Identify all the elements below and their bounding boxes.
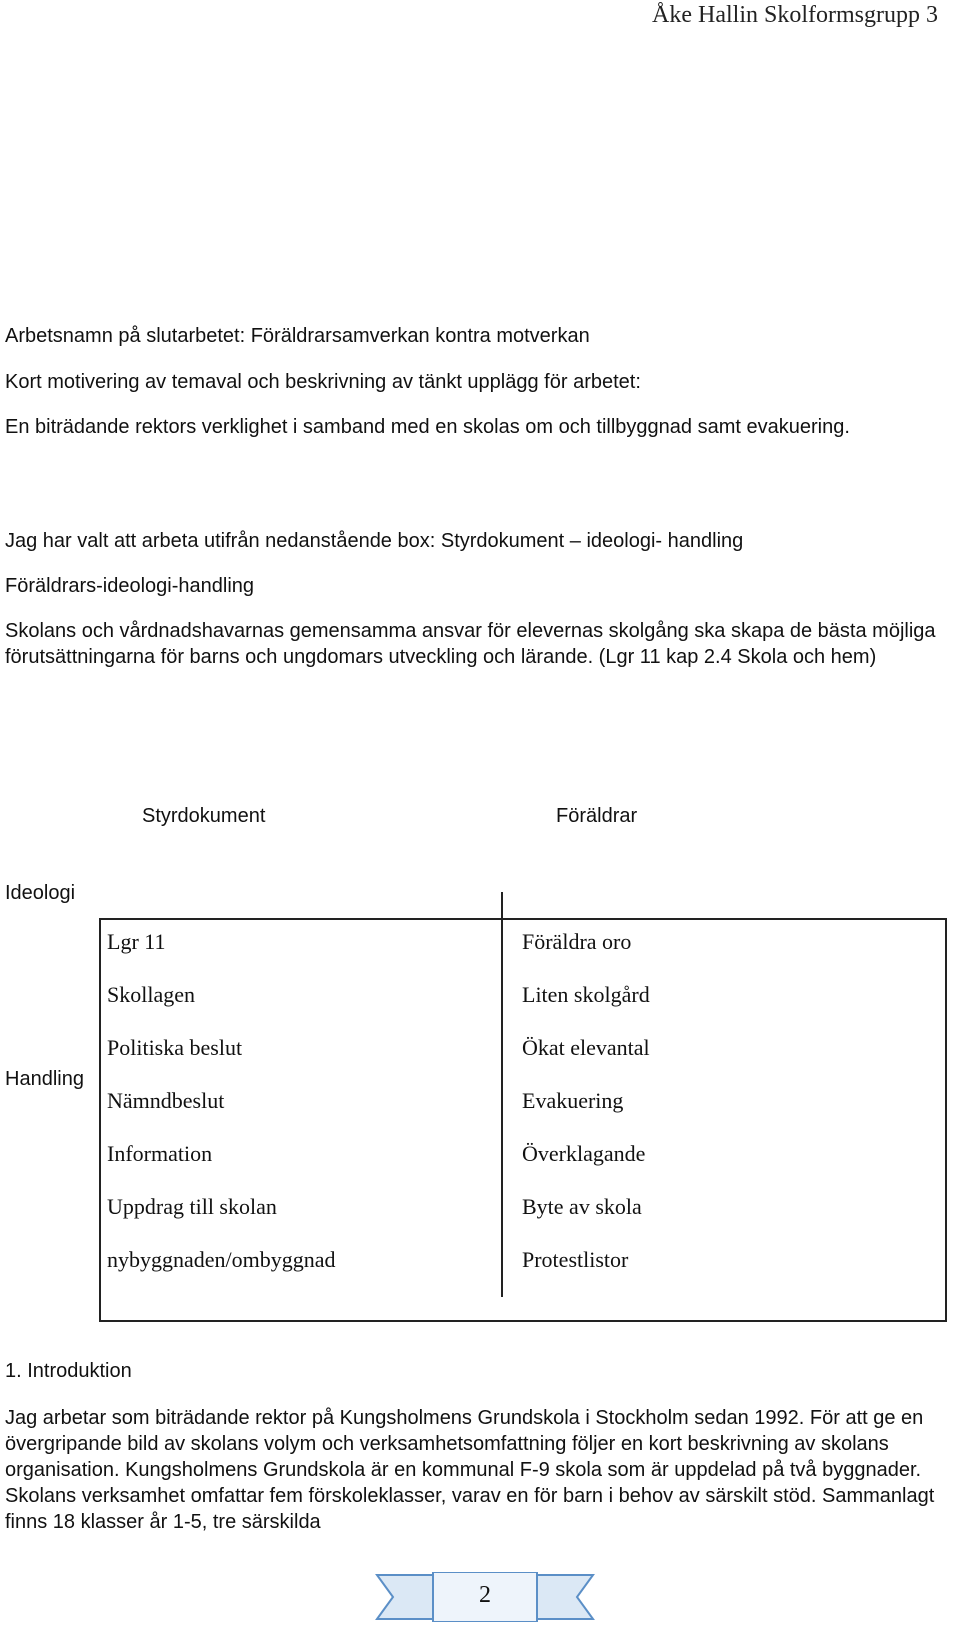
motivation-text: En biträdande rektors verklighet i samband med en skolas om och tillbyggnad samt evakuering. <box>5 416 850 438</box>
list-item: Lgr 11 <box>107 929 166 954</box>
page-number: 2 <box>479 1582 491 1608</box>
list-item: Byte av skola <box>522 1194 642 1219</box>
list-item: nybyggnaden/ombyggnad <box>107 1247 336 1272</box>
section-heading: 1. Introduktion <box>5 1360 132 1382</box>
motivation-label: Kort motivering av temaval och beskrivning av tänkt upplägg för arbetet: <box>5 371 641 393</box>
list-item: Information <box>107 1141 213 1166</box>
list-item: Evakuering <box>522 1088 624 1113</box>
col-header-foraldrar: Föräldrar <box>556 805 638 827</box>
section-body: Jag arbetar som biträdande rektor på Kungsholmens Grundskola i Stockholm sedan 1992. För att ge en övergripande bild av skolans volym och verksamhetsomfattning följer en kort beskrivning av skolans organisation. Kungsholmens Grundskola är en kommunal F-9 skola som är uppdelad på två byggnader. Skolans verksamhet omfattar fem förskoleklasser, varav en för barn i behov av särskilt stöd. Sammanlagt finns 18 klasser år 1-5, tre särskilda <box>5 1407 935 1533</box>
list-item: Nämndbeslut <box>107 1088 225 1113</box>
row-label-handling: Handling <box>5 1068 84 1090</box>
list-item: Uppdrag till skolan <box>107 1194 277 1219</box>
list-item: Överklagande <box>522 1141 646 1166</box>
col-header-styrdokument: Styrdokument <box>142 805 266 827</box>
list-item: Ökat elevantal <box>522 1035 650 1060</box>
row-label-ideologi: Ideologi <box>5 882 76 904</box>
page-number-ribbon <box>375 1572 595 1627</box>
list-item: Protestlistor <box>522 1247 629 1272</box>
working-title: Arbetsnamn på slutarbetet: Föräldrarsamverkan kontra motverkan <box>5 325 590 347</box>
list-item: Politiska beslut <box>107 1035 243 1060</box>
running-header: Åke Hallin Skolformsgrupp 3 <box>652 2 938 28</box>
list-item: Liten skolgård <box>522 982 650 1007</box>
list-item: Skollagen <box>107 982 195 1007</box>
right-item-list <box>522 929 922 1289</box>
box-choice: Jag har valt att arbeta utifrån nedanstående box: Styrdokument – ideologi- handling <box>5 530 744 552</box>
list-item: Föräldra oro <box>522 929 632 954</box>
left-item-list <box>107 929 487 1289</box>
matrix-divider <box>501 892 503 1297</box>
curriculum-quote: Skolans och vårdnadshavarnas gemensamma ansvar för elevernas skolgång ska skapa de bästa möjliga förutsättningarna för barns och ungdomars utveckling och lärande. (Lgr 11 kap 2.4 Skola och hem) <box>5 620 936 668</box>
parents-line: Föräldrars-ideologi-handling <box>5 575 255 597</box>
